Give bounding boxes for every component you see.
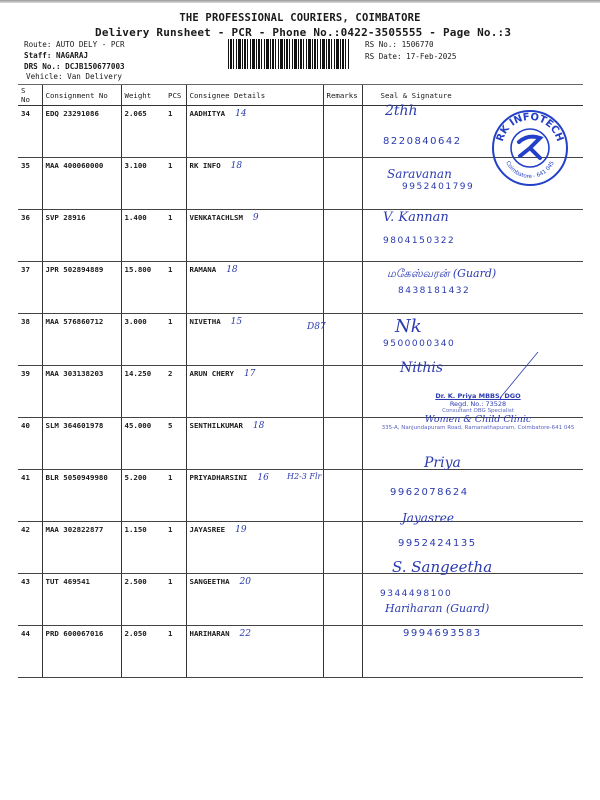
cell-consignee: [186, 626, 323, 678]
cell-remarks: [323, 522, 362, 574]
cell-pcs: [165, 210, 186, 262]
cell-pcs: [165, 470, 186, 522]
cell-consignee-text: AADHITYA: [189, 109, 226, 118]
cell-pcs: [165, 314, 186, 366]
cell-weight: [121, 470, 165, 522]
rs-number: RS No.: 1506770: [365, 40, 434, 49]
staff-label: Staff:: [24, 51, 52, 60]
col-consignee: Consignee Details: [186, 85, 323, 106]
cell-consignee: [186, 314, 323, 366]
table-row: [18, 522, 583, 574]
cell-consignment: [42, 626, 121, 678]
cell-pcs: [165, 418, 186, 470]
cell-sno-text: 39: [21, 369, 30, 378]
signature-phone-35: 9952401799: [402, 182, 475, 192]
cell-consignment: [42, 418, 121, 470]
drs-label: DRS No.:: [24, 62, 61, 71]
cell-pcs: [165, 522, 186, 574]
rk-infotech-stamp: [490, 108, 570, 188]
col-consignment: Consignment No: [42, 85, 121, 106]
signature-phone-43: 9344498100: [380, 589, 453, 599]
cell-pcs: [165, 366, 186, 418]
cell-remarks: [323, 314, 362, 366]
col-signature: Seal & Signature: [362, 85, 583, 106]
cell-weight-text: 45.000: [124, 421, 152, 430]
stamp-logo-icon: [519, 137, 540, 158]
col-remarks: Remarks: [323, 85, 362, 106]
cell-sno: [18, 106, 42, 158]
clinic-stamp-doctor: Dr. K. Priya MBBS, DGO: [435, 392, 521, 400]
signature-phone-38: 9500000340: [383, 339, 456, 349]
table-header-row: [18, 85, 583, 106]
cell-consignee: [186, 262, 323, 314]
cell-sno-text: 40: [21, 421, 30, 430]
handwritten-note-floor: H2-3 Flr: [287, 472, 322, 481]
cell-consignment-text: MAA 302822877: [45, 525, 104, 534]
cell-consignee: [186, 574, 323, 626]
cell-weight: [121, 574, 165, 626]
stamp-top-text: RK INFOTECH: [494, 111, 566, 143]
cell-consignment: [42, 314, 121, 366]
cell-sno-text: 44: [21, 629, 30, 638]
cell-pcs-text: 1: [168, 161, 173, 170]
cell-sno: [18, 210, 42, 262]
cell-sno-text: 35: [21, 161, 30, 170]
cell-weight: [121, 106, 165, 158]
cell-consignee-text: HARIHARAN: [189, 629, 230, 638]
handwritten-sequence-number: 20: [239, 577, 251, 587]
signature-35: Saravanan: [387, 167, 452, 181]
handwritten-sequence-number: 22: [239, 629, 251, 639]
cell-consignee: [186, 418, 323, 470]
signature-phone-36: 9804150322: [383, 236, 456, 246]
cell-sno: [18, 158, 42, 210]
table-row: [18, 262, 583, 314]
cell-consignee: [186, 210, 323, 262]
cell-sno: [18, 574, 42, 626]
handwritten-sequence-number: 18: [252, 421, 265, 431]
cell-remarks: [323, 158, 362, 210]
cell-pcs-text: 1: [168, 317, 173, 326]
clinic-stamp-name: Women & Child Clinic: [424, 414, 532, 425]
signature-phone-41: 9962078624: [390, 487, 469, 498]
cell-consignment-text: BLR 5050949980: [45, 473, 108, 482]
route-label: Route: AUTO DELY - PCR: [24, 40, 125, 49]
cell-consignment-text: SLM 364601978: [45, 421, 104, 430]
table-row: [18, 210, 583, 262]
cell-remarks: [323, 470, 362, 522]
cell-consignment-text: JPR 502894889: [45, 265, 104, 274]
cell-sno: [18, 314, 42, 366]
cell-consignment-text: TUT 469541: [45, 577, 90, 586]
table-row: [18, 626, 583, 678]
cell-sno-text: 42: [21, 525, 30, 534]
cell-consignment-text: MAA 400060000: [45, 161, 104, 170]
cell-pcs-text: 1: [168, 265, 173, 274]
cell-remarks: [323, 210, 362, 262]
cell-weight: [121, 626, 165, 678]
cell-consignment: [42, 262, 121, 314]
cell-consignment: [42, 158, 121, 210]
signature-37: மகேஸ்வரன் (Guard): [387, 267, 497, 280]
signature-36: V. Kannan: [383, 210, 449, 225]
scan-edge: [0, 0, 600, 3]
handwritten-sequence-number: 17: [244, 369, 256, 379]
cell-weight-text: 15.800: [124, 265, 152, 274]
clinic-stamp-role: Consultant OBG Specialist: [442, 408, 514, 414]
cell-weight: [121, 158, 165, 210]
cell-sno-text: 41: [21, 473, 30, 482]
signature-phone-37: 8438181432: [398, 286, 471, 296]
signature-39: Nithis: [400, 360, 444, 376]
staff-row: [24, 51, 88, 60]
cell-remarks: [323, 106, 362, 158]
cell-pcs: [165, 574, 186, 626]
cell-weight: [121, 418, 165, 470]
drs-row: [24, 62, 125, 71]
cell-weight-text: 3.000: [124, 317, 147, 326]
company-title: THE PROFESSIONAL COURIERS, COIMBATORE: [179, 12, 421, 24]
cell-pcs-text: 1: [168, 577, 173, 586]
cell-remarks: [323, 262, 362, 314]
signature-38: Nk: [395, 316, 422, 337]
signature-phone-44: 9994693583: [403, 628, 482, 639]
cell-sno: [18, 418, 42, 470]
clinic-stamp: [378, 392, 578, 452]
table-row: [18, 574, 583, 626]
signature-phone-34: 8220840642: [383, 136, 462, 147]
cell-consignee: [186, 158, 323, 210]
signature-43: S. Sangeetha: [392, 558, 493, 576]
cell-consignment-text: MAA 303138203: [45, 369, 104, 378]
cell-sno: [18, 522, 42, 574]
rs-date: RS Date: 17-Feb-2025: [365, 52, 457, 61]
cell-consignee-text: NIVETHA: [189, 317, 221, 326]
handwritten-sequence-number: 14: [235, 109, 247, 119]
cell-consignment: [42, 210, 121, 262]
cell-weight: [121, 210, 165, 262]
cell-pcs-text: 1: [168, 109, 173, 118]
cell-consignment: [42, 366, 121, 418]
drs-value: DCJB150677003: [65, 62, 125, 71]
col-weight: Weight: [121, 85, 165, 106]
cell-consignment: [42, 522, 121, 574]
cell-remarks: [323, 366, 362, 418]
barcode: [228, 39, 350, 69]
cell-consignee: [186, 366, 323, 418]
cell-consignment: [42, 574, 121, 626]
signature-42: Jayasree: [402, 511, 454, 525]
cell-pcs: [165, 626, 186, 678]
cell-weight-text: 2.050: [124, 629, 147, 638]
cell-sno-text: 38: [21, 317, 30, 326]
cell-consignee: [186, 522, 323, 574]
handwritten-note-d87: D87: [307, 322, 326, 332]
signature-41: Priya: [424, 455, 461, 471]
cell-signature: [362, 574, 583, 626]
cell-pcs-text: 1: [168, 473, 173, 482]
cell-consignment-text: SVP 28916: [45, 213, 86, 222]
col-sno: S No: [18, 85, 42, 106]
stamp-bottom-text: Coimbatore - 641 045: [504, 160, 556, 181]
cell-pcs-text: 1: [168, 213, 173, 222]
cell-sno: [18, 626, 42, 678]
handwritten-sequence-number: 19: [235, 525, 247, 535]
runsheet-subtitle: Delivery Runsheet - PCR - Phone No.:0422-3505555 - Page No.:3: [95, 26, 512, 39]
cell-weight-text: 3.100: [124, 161, 147, 170]
handwritten-sequence-number: 9: [252, 213, 259, 223]
cell-weight-text: 14.250: [124, 369, 152, 378]
cell-weight: [121, 262, 165, 314]
staff-value: NAGARAJ: [56, 51, 89, 60]
cell-weight-text: 1.150: [124, 525, 147, 534]
clinic-stamp-reg: Regd. No.: 73528: [449, 400, 507, 408]
cell-sno-text: 34: [21, 109, 30, 118]
cell-sno-text: 36: [21, 213, 30, 222]
handwritten-sequence-number: 15: [230, 317, 243, 327]
cell-consignee-text: JAYASREE: [189, 525, 226, 534]
cell-consignee-text: SENTHILKUMAR: [189, 421, 243, 430]
vehicle-label: Vehicle: Van Delivery: [26, 72, 123, 81]
handwritten-sequence-number: 18: [226, 265, 238, 275]
cell-weight: [121, 522, 165, 574]
cell-consignee-text: RK INFO: [189, 161, 221, 170]
cell-sno: [18, 262, 42, 314]
signature-44: Hariharan (Guard): [385, 602, 490, 615]
cell-sno-text: 37: [21, 265, 30, 274]
cell-consignee: [186, 106, 323, 158]
cell-sno-text: 43: [21, 577, 30, 586]
cell-remarks: [323, 418, 362, 470]
cell-consignment: [42, 106, 121, 158]
cell-weight-text: 2.065: [124, 109, 147, 118]
cell-weight: [121, 366, 165, 418]
cell-pcs: [165, 262, 186, 314]
cell-pcs-text: 2: [168, 369, 173, 378]
cell-pcs: [165, 158, 186, 210]
cell-consignee-text: SANGEETHA: [189, 577, 230, 586]
col-pcs: PCS: [165, 85, 186, 106]
cell-remarks: [323, 626, 362, 678]
cell-consignee-text: ARUN CHERY: [189, 369, 234, 378]
cell-pcs-text: 1: [168, 525, 173, 534]
cell-consignee-text: RAMANA: [189, 265, 217, 274]
cell-weight-text: 2.500: [124, 577, 147, 586]
cell-consignment: [42, 470, 121, 522]
signature-34: 2thh: [385, 103, 418, 119]
cell-consignee-text: PRIYADHARSINI: [189, 473, 248, 482]
cell-weight-text: 1.400: [124, 213, 147, 222]
cell-weight-text: 5.200: [124, 473, 147, 482]
cell-remarks: [323, 574, 362, 626]
cell-consignment-text: PRD 600067016: [45, 629, 104, 638]
cell-sno: [18, 470, 42, 522]
clinic-stamp-address: 335-A, Nanjundapuram Road, Ramanathapuram, Coimbatore-641 045: [381, 425, 575, 431]
cell-pcs-text: 5: [168, 421, 173, 430]
signature-phone-42: 9952424135: [398, 538, 477, 549]
handwritten-sequence-number: 16: [257, 473, 269, 483]
cell-pcs: [165, 106, 186, 158]
cell-consignment-text: EDQ 23291086: [45, 109, 99, 118]
handwritten-sequence-number: 18: [230, 161, 243, 171]
cell-consignment-text: MAA 576860712: [45, 317, 104, 326]
cell-consignee-text: VENKATACHLSM: [189, 213, 243, 222]
cell-sno: [18, 366, 42, 418]
cell-pcs-text: 1: [168, 629, 173, 638]
cell-weight: [121, 314, 165, 366]
